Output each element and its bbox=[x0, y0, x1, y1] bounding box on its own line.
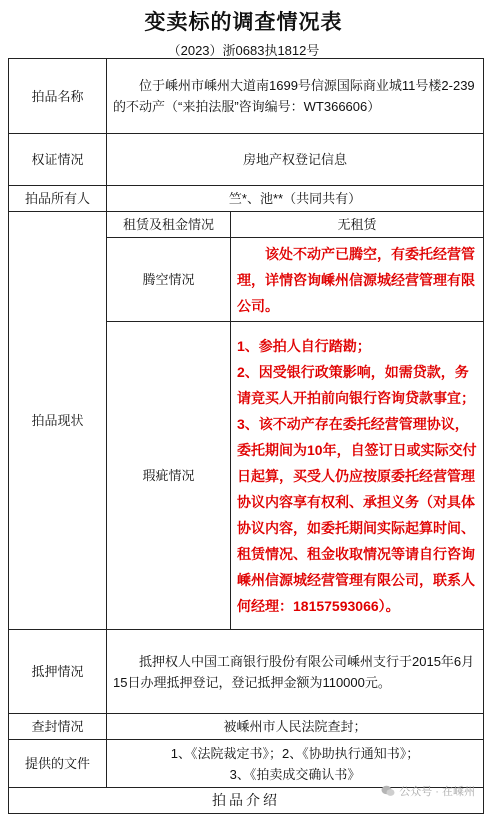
row-mortgage bbox=[9, 630, 484, 714]
row-seizure bbox=[9, 714, 484, 740]
owner-label: 拍品所有人 bbox=[9, 186, 107, 212]
seizure-label: 查封情况 bbox=[9, 714, 107, 740]
document-title: 变卖标的调查情况表 bbox=[144, 11, 343, 34]
documents-line-2: 3、《拍卖成交确认书》 bbox=[229, 766, 361, 782]
lease-label: 租赁及租金情况 bbox=[107, 212, 231, 238]
documents-value bbox=[107, 740, 484, 788]
status-label: 拍品现状 bbox=[9, 212, 107, 630]
row-documents bbox=[9, 740, 484, 788]
row-lease bbox=[9, 212, 484, 238]
survey-table bbox=[8, 58, 484, 814]
wechat-icon bbox=[381, 785, 395, 797]
owner-value: 竺*、池**（共同共有） bbox=[107, 186, 484, 212]
defect-item: 1、参拍人自行踏勘； bbox=[237, 337, 371, 354]
item-name-value: 位于嵊州市嵊州大道南1699号信源国际商业城11号楼2-239的不动产（“来拍法服”咨询编号：WT366606） bbox=[107, 59, 484, 134]
lease-value: 无租赁 bbox=[231, 212, 484, 238]
ownership-label: 权证情况 bbox=[9, 134, 107, 186]
ownership-value: 房地产权登记信息 bbox=[107, 134, 484, 186]
seizure-value: 被嵊州市人民法院查封； bbox=[107, 714, 484, 740]
defect-items bbox=[231, 322, 484, 630]
row-item-name bbox=[9, 59, 484, 134]
intro-label: 拍品介绍 bbox=[9, 788, 484, 814]
row-owner bbox=[9, 186, 484, 212]
documents-line-1: 1、《法院裁定书》；2、《协助执行通知书》； bbox=[170, 745, 420, 761]
watermark bbox=[381, 783, 475, 799]
case-number: （2023）浙0683执1812号 bbox=[167, 43, 320, 58]
documents-label: 提供的文件 bbox=[9, 740, 107, 788]
item-name-label: 拍品名称 bbox=[9, 59, 107, 134]
mortgage-value: 抵押权人中国工商银行股份有限公司嵊州支行于2015年6月15日办理抵押登记，登记抵押金额为110000元。 bbox=[107, 630, 484, 714]
vacancy-value: 该处不动产已腾空，有委托经营管理，详情咨询嵊州信源城经营管理有限公司。 bbox=[231, 238, 484, 322]
vacancy-label: 腾空情况 bbox=[107, 238, 231, 322]
mortgage-label: 抵押情况 bbox=[9, 630, 107, 714]
row-ownership bbox=[9, 134, 484, 186]
watermark-text: 公众号 · 在嵊州 bbox=[399, 786, 475, 798]
defect-item: 3、该不动产存在委托经营管理协议，委托期间为10年，自签订日或实际交付日起算，买受人仍应按原委托经营管理协议内容享有权利、承担义务（对具体协议内容，如委托期间实际起算时间、租赁情况、租金收取情况等请自行咨询嵊州信源城经营管理有限公司，联系人何经理：18157593066）。 bbox=[237, 415, 477, 614]
defect-label: 瑕疵情况 bbox=[107, 322, 231, 630]
defect-item: 2、因受银行政策影响，如需贷款，务请竞买人开拍前向银行咨询贷款事宜； bbox=[237, 363, 475, 406]
